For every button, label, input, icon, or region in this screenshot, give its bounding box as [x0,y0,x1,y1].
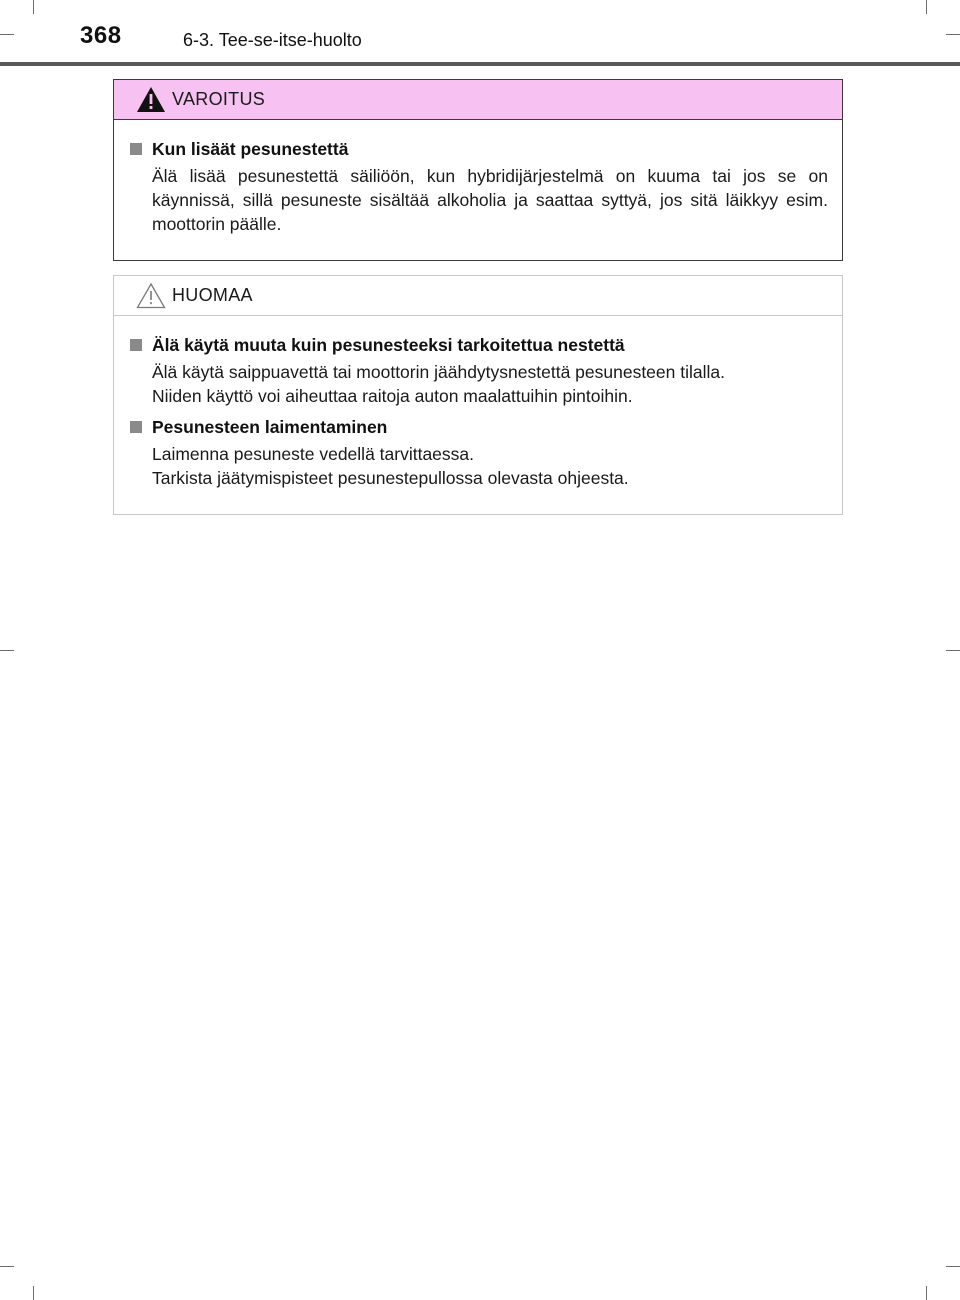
warning-body [114,120,842,236]
item-text-line: Niiden käyttö voi aiheuttaa raitoja auton maalattuihin pintoihin. [152,386,633,406]
crop-mark [946,1266,960,1267]
warning-triangle-icon [136,86,166,113]
item-text: Älä lisää pesunestettä säiliöön, kun hybridijärjestelmä on kuuma tai jos se on käynnissä, sillä pesuneste sisältää alkoholia ja saattaa syttyä, jos sitä läikkyy esim. moottorin päälle. [152,166,828,234]
item-text [130,360,828,408]
crop-mark [0,1266,14,1267]
notice-item [130,416,828,490]
crop-mark [0,650,14,651]
notice-title: HUOMAA [172,285,253,305]
notice-box [113,275,843,515]
notice-body [114,316,842,490]
item-heading-text: Kun lisäät pesunestettä [152,139,349,159]
item-heading [130,334,828,356]
caution-outline-triangle-icon [136,282,166,309]
square-bullet-icon [130,339,142,351]
warning-title: VAROITUS [172,89,266,109]
item-text-line: Tarkista jäätymispisteet pesunestepullossa olevasta ohjeesta. [152,468,629,488]
warning-box-header [114,80,842,120]
item-text [130,442,828,490]
square-bullet-icon [130,143,142,155]
warning-box [113,79,843,261]
page-header [0,0,960,66]
item-text-line: Älä käytä saippuavettä tai moottorin jäähdytysnestettä pesunesteen tilalla. [152,362,725,382]
item-heading-text: Pesunesteen laimentaminen [152,417,388,437]
square-bullet-icon [130,421,142,433]
crop-mark [946,650,960,651]
crop-mark [926,1286,927,1300]
notice-item [130,334,828,408]
item-heading-text: Älä käytä muuta kuin pesunesteeksi tarkoitettua nestettä [152,335,625,355]
header-rule [0,62,960,66]
warning-item [130,138,828,236]
section-title: 6-3. Tee-se-itse-huolto [183,30,362,50]
item-text-line: Laimenna pesuneste vedellä tarvittaessa. [152,444,475,464]
item-heading [130,138,828,160]
item-heading [130,416,828,438]
page-number: 368 [80,22,122,49]
notice-box-header [114,276,842,316]
crop-mark [33,1286,34,1300]
